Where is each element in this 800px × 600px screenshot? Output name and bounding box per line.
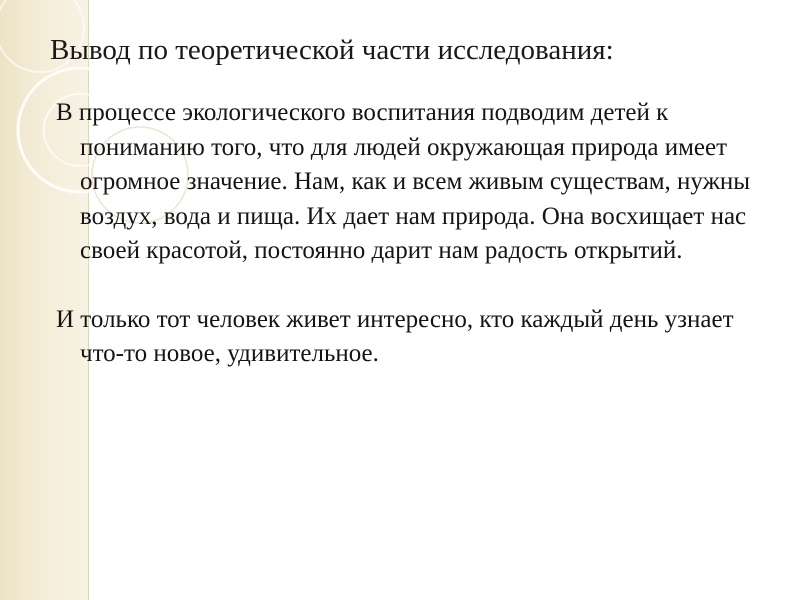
paragraph-2: И только тот человек живет интересно, кто каждый день узнает что-то новое, удивительное. xyxy=(56,305,734,367)
slide-body xyxy=(56,96,766,372)
slide-title: Вывод по теоретической части исследования: xyxy=(50,34,614,66)
paragraph-1: В процессе экологического воспитания подводим детей к пониманию того, что для людей окружающая природа имеет огромное значение. Нам, как и всем живым существам, нужны воздух, вода и пища. Их дает нам природа. Она восхищает нас своей красотой, постоянно дарит нам радость открытий. xyxy=(56,99,751,264)
